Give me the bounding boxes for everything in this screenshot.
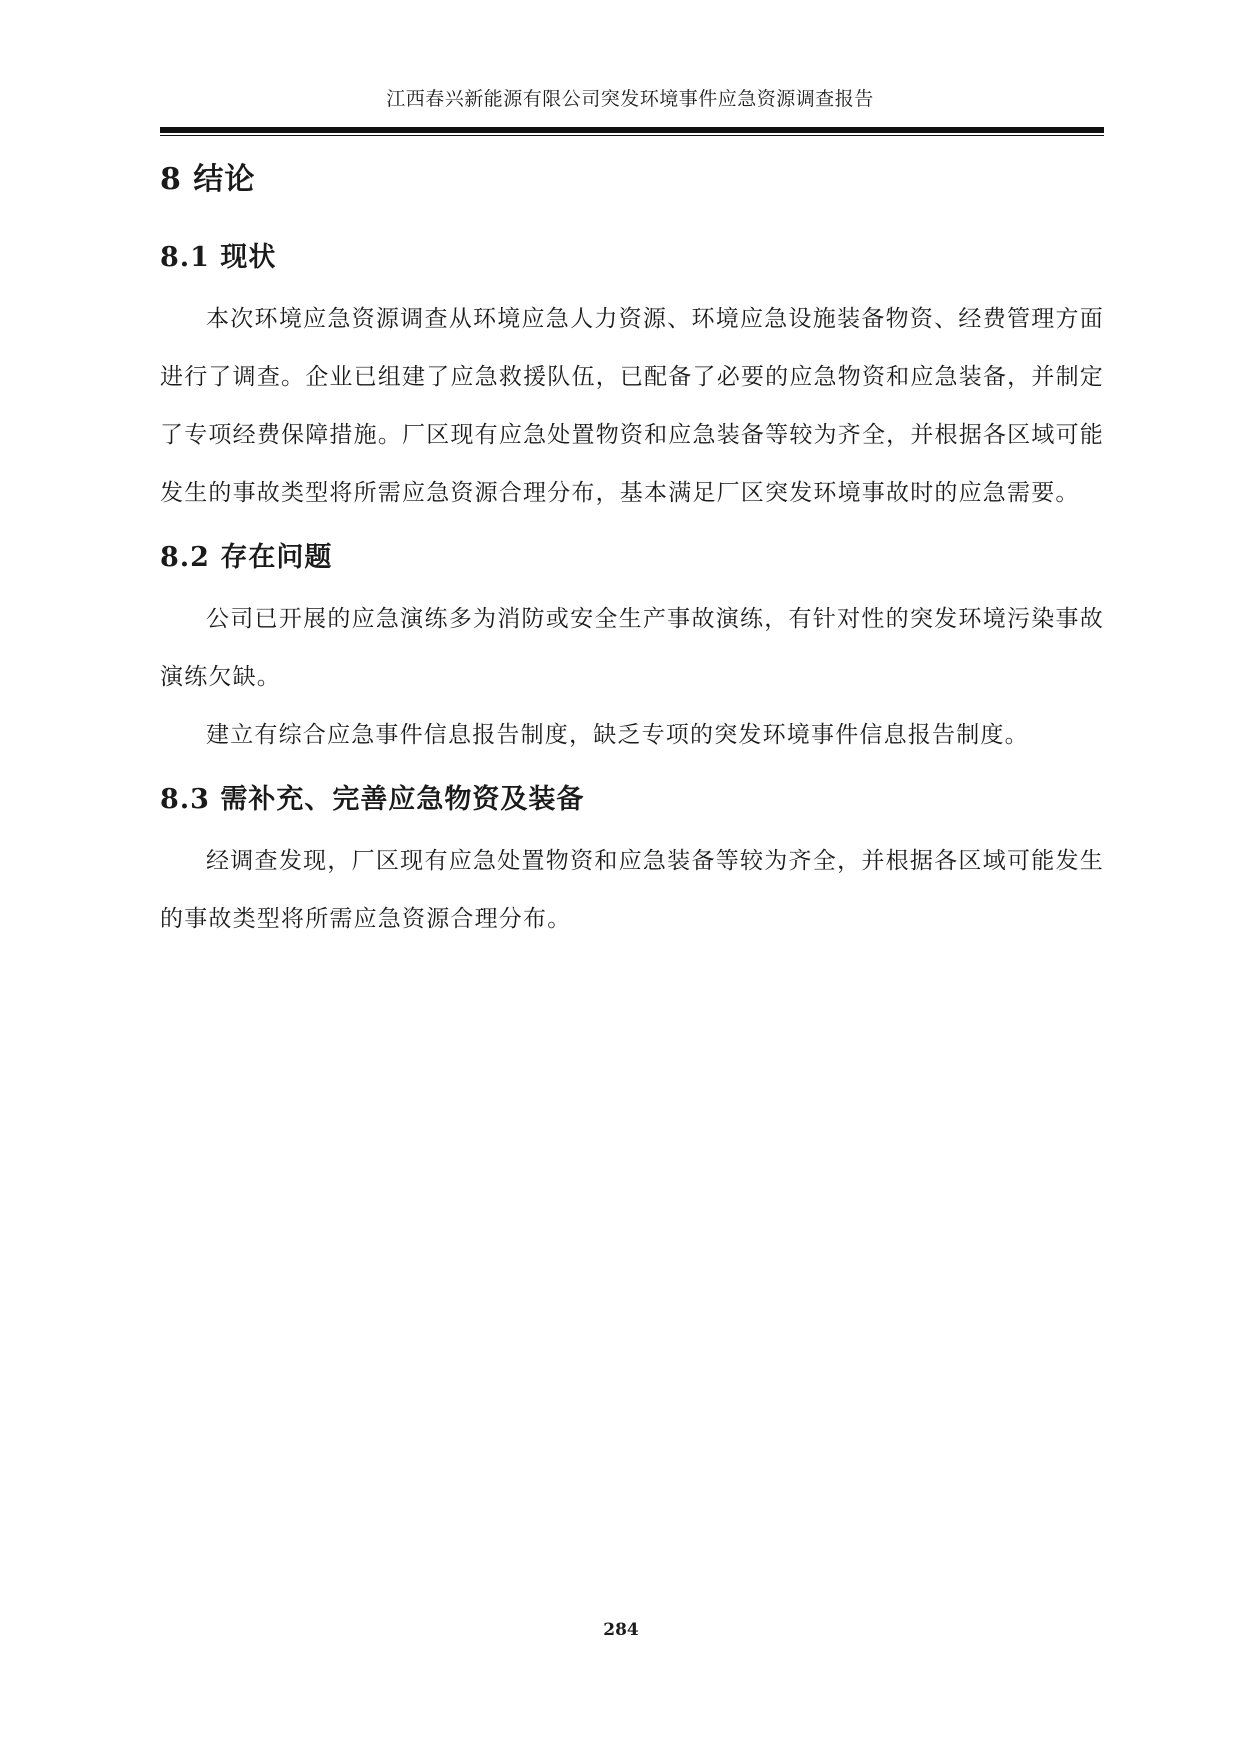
section-paragraph: 建立有综合应急事件信息报告制度，缺乏专项的突发环境事件信息报告制度。 [206, 722, 1029, 748]
section-title: 8.1 现状 [160, 242, 277, 273]
page-content [160, 150, 1104, 948]
section-supplement-equipment [160, 780, 1104, 948]
section-title: 8.3 需补充、完善应急物资及装备 [160, 784, 585, 815]
header-rule-thin [160, 135, 1104, 136]
section-paragraph: 经调查发现，厂区现有应急处置物资和应急装备等较为齐全，并根据各区域可能发生的事故类型将所需应急资源合理分布。 [160, 848, 1104, 932]
section-current-status [160, 238, 1104, 522]
header-rule-thick [160, 127, 1104, 133]
section-title: 8.2 存在问题 [160, 542, 333, 573]
chapter-title: 8 结论 [160, 162, 256, 197]
section-paragraph: 公司已开展的应急演练多为消防或安全生产事故演练，有针对性的突发环境污染事故演练欠缺。 [160, 606, 1104, 690]
section-existing-problems [160, 538, 1104, 764]
section-paragraph: 本次环境应急资源调查从环境应急人力资源、环境应急设施装备物资、经费管理方面进行了调查。企业已组建了应急救援队伍，已配备了必要的应急物资和应急装备，并制定了专项经费保障措施。厂区现有应急处置物资和应急装备等较为齐全，并根据各区域可能发生的事故类型将所需应急资源合理分布，基本满足厂区突发环境事故时的应急需要。 [160, 306, 1104, 506]
page-header-title: 江西春兴新能源有限公司突发环境事件应急资源调查报告 [386, 88, 874, 110]
page-number: 284 [603, 1620, 639, 1640]
